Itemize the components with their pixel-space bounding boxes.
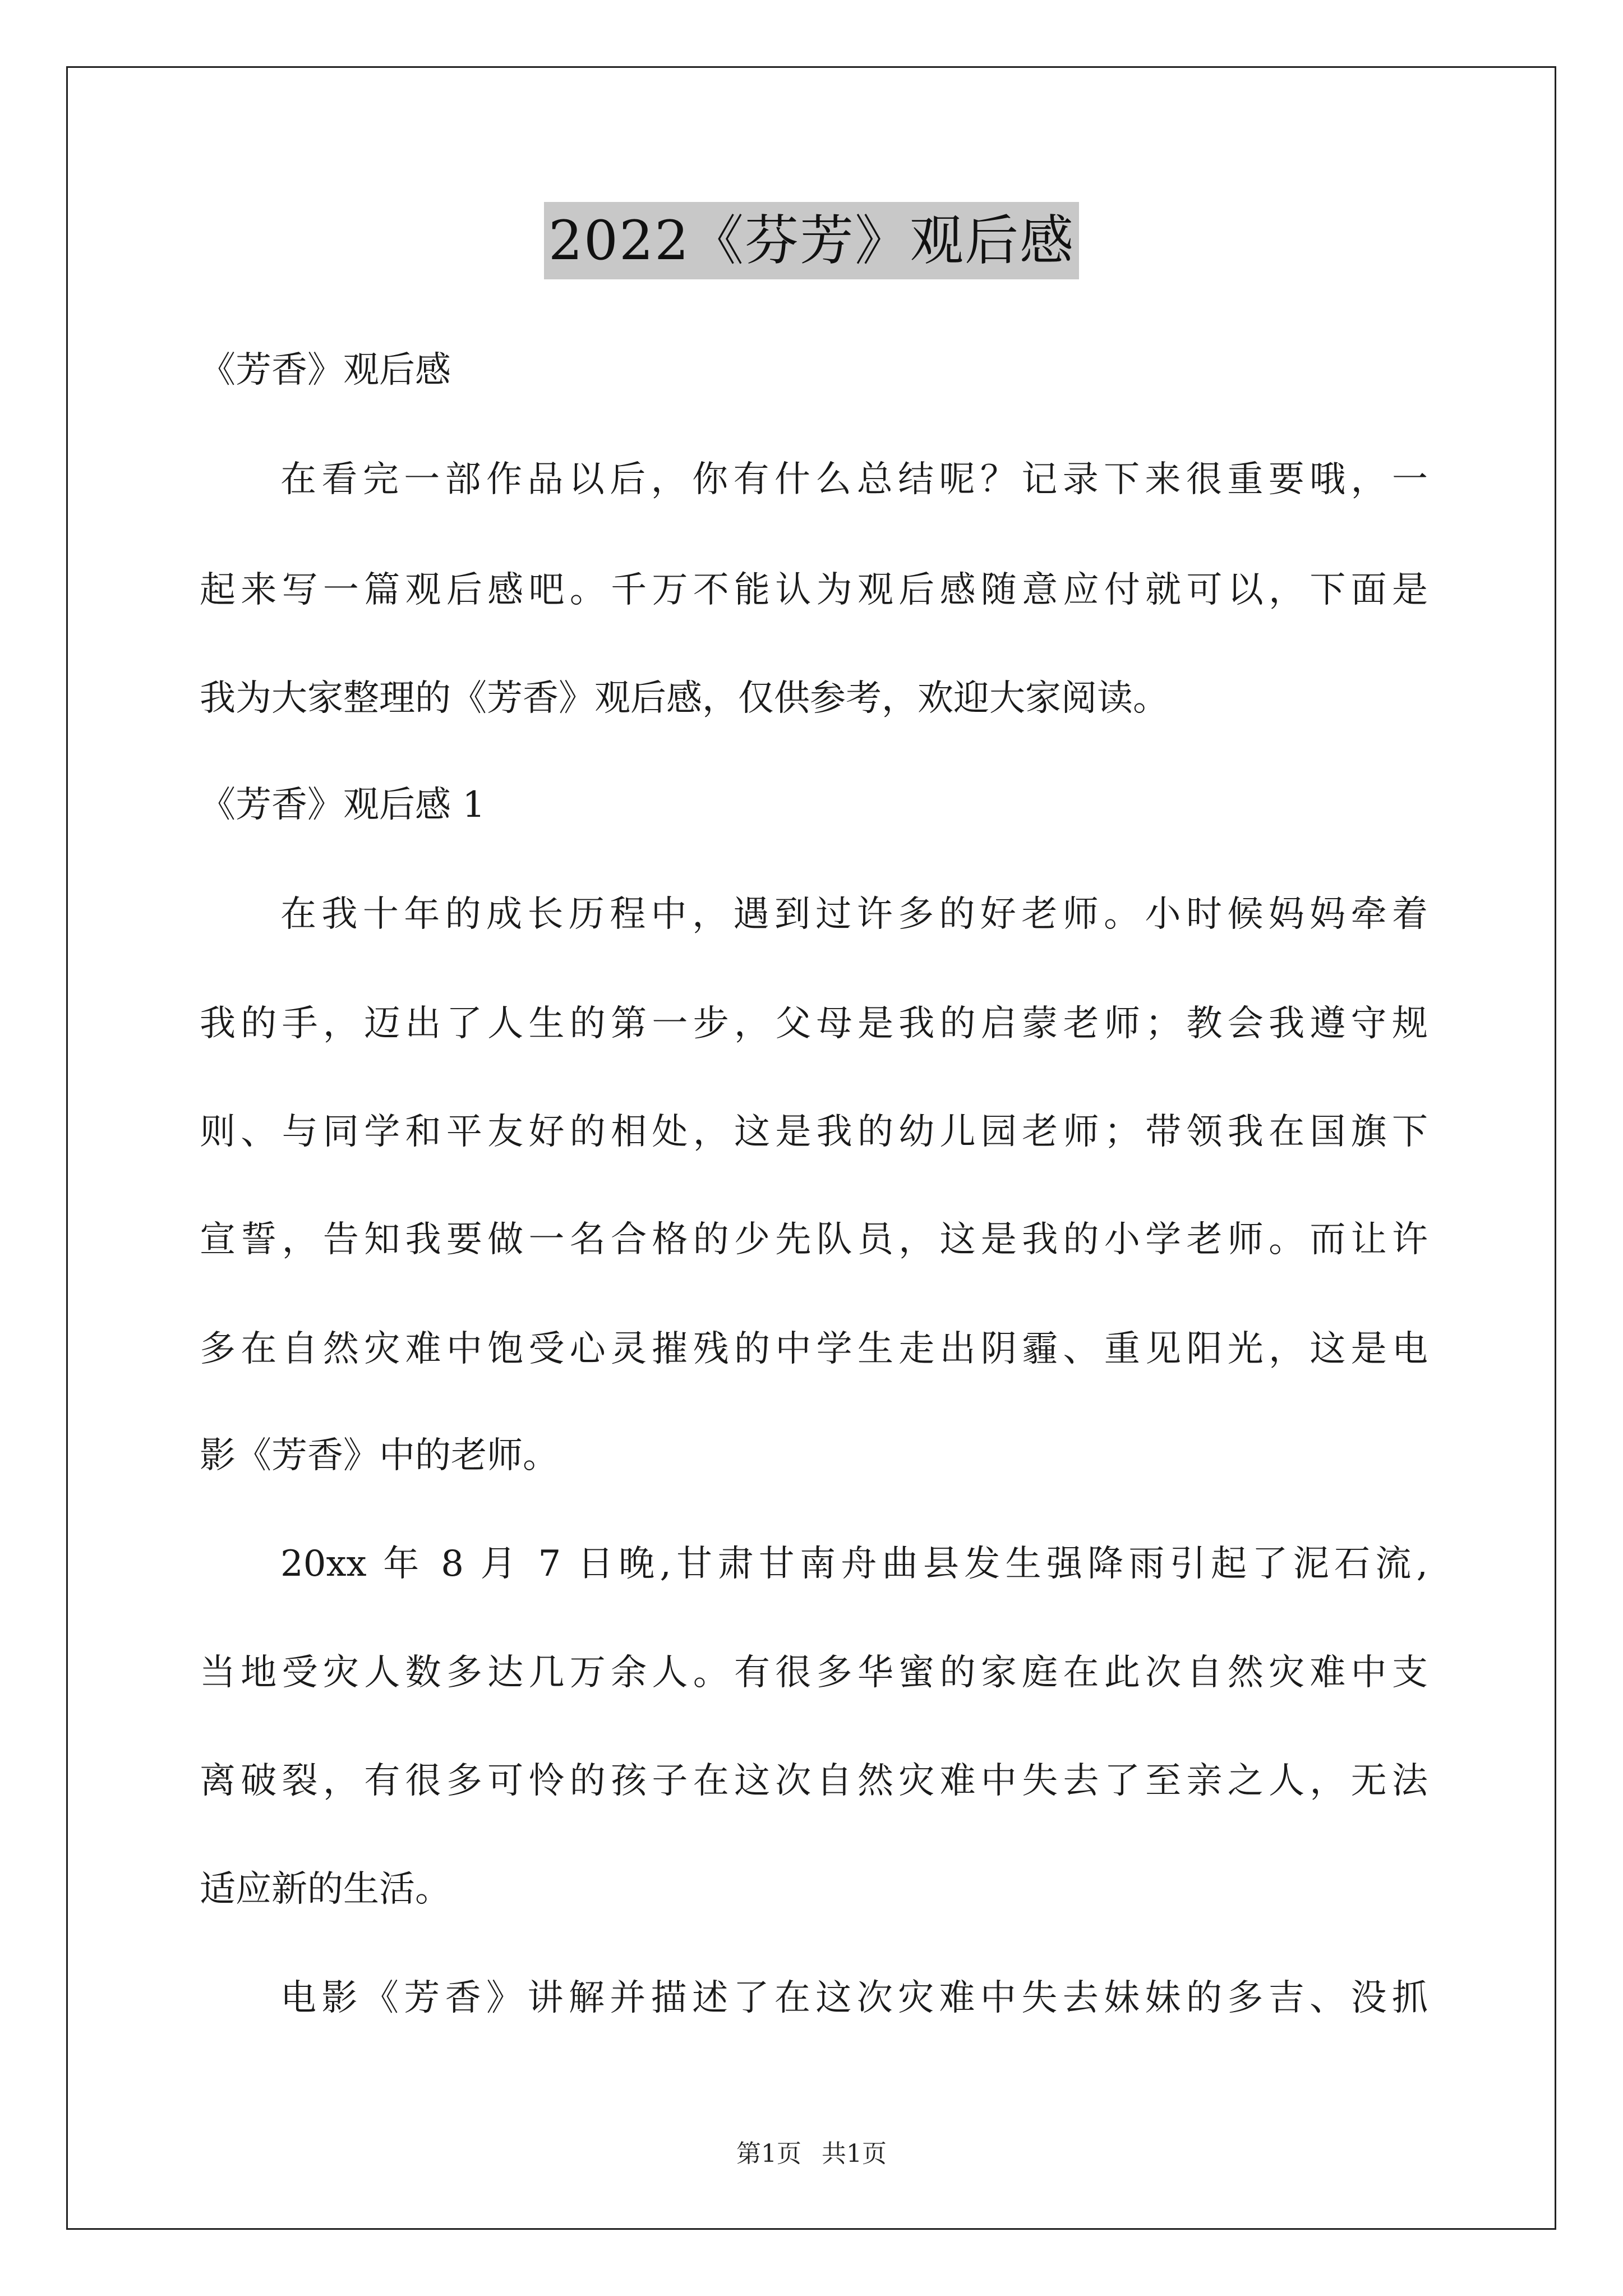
paragraph-line: 影《芳香》中的老师。: [200, 1435, 559, 1476]
title-container: [0, 202, 1623, 279]
page-number: 第1页: [736, 2139, 801, 2168]
paragraph-line: 多在自然灾难中饱受心灵摧残的中学生走出阴霾、重见阳光，这是电: [200, 1328, 1428, 1370]
paragraph-line: 起来写一篇观后感吧。千万不能认为观后感随意应付就可以，下面是: [200, 569, 1428, 611]
paragraph-line: 则、与同学和平友好的相处，这是我的幼儿园老师；带领我在国旗下: [200, 1111, 1428, 1153]
page-total: 共1页: [822, 2139, 887, 2168]
paragraph-line: 当地受灾人数多达几万余人。有很多华蜜的家庭在此次自然灾难中支: [200, 1652, 1428, 1694]
paragraph-line: 在我十年的成长历程中，遇到过许多的好老师。小时候妈妈牵着: [280, 894, 1428, 935]
paragraph-line: 我为大家整理的《芳香》观后感，仅供参考，欢迎大家阅读。: [200, 678, 1169, 719]
section-heading: 《芳香》观后感 1: [200, 784, 486, 826]
paragraph-line: 20xx 年 8 月 7 日晚,甘肃甘南舟曲县发生强降雨引起了泥石流,: [280, 1543, 1428, 1585]
page-footer: [0, 2137, 1623, 2171]
paragraph-line: 离破裂，有很多可怜的孩子在这次自然灾难中失去了至亲之人，无法: [200, 1760, 1428, 1802]
paragraph-line: 适应新的生活。: [200, 1869, 451, 1910]
paragraph-line: 我的手，迈出了人生的第一步，父母是我的启蒙老师；教会我遵守规: [200, 1003, 1428, 1045]
paragraph-line: 电影《芳香》讲解并描述了在这次灾难中失去妹妹的多吉、没抓: [280, 1977, 1428, 2019]
paragraph-line: 在看完一部作品以后，你有什么总结呢？记录下来很重要哦，一: [280, 459, 1428, 500]
paragraph-line: 宣誓，告知我要做一名合格的少先队员，这是我的小学老师。而让许: [200, 1219, 1428, 1260]
subheading: 《芳香》观后感: [200, 349, 451, 391]
document-title: 2022《芬芳》观后感: [544, 202, 1079, 279]
